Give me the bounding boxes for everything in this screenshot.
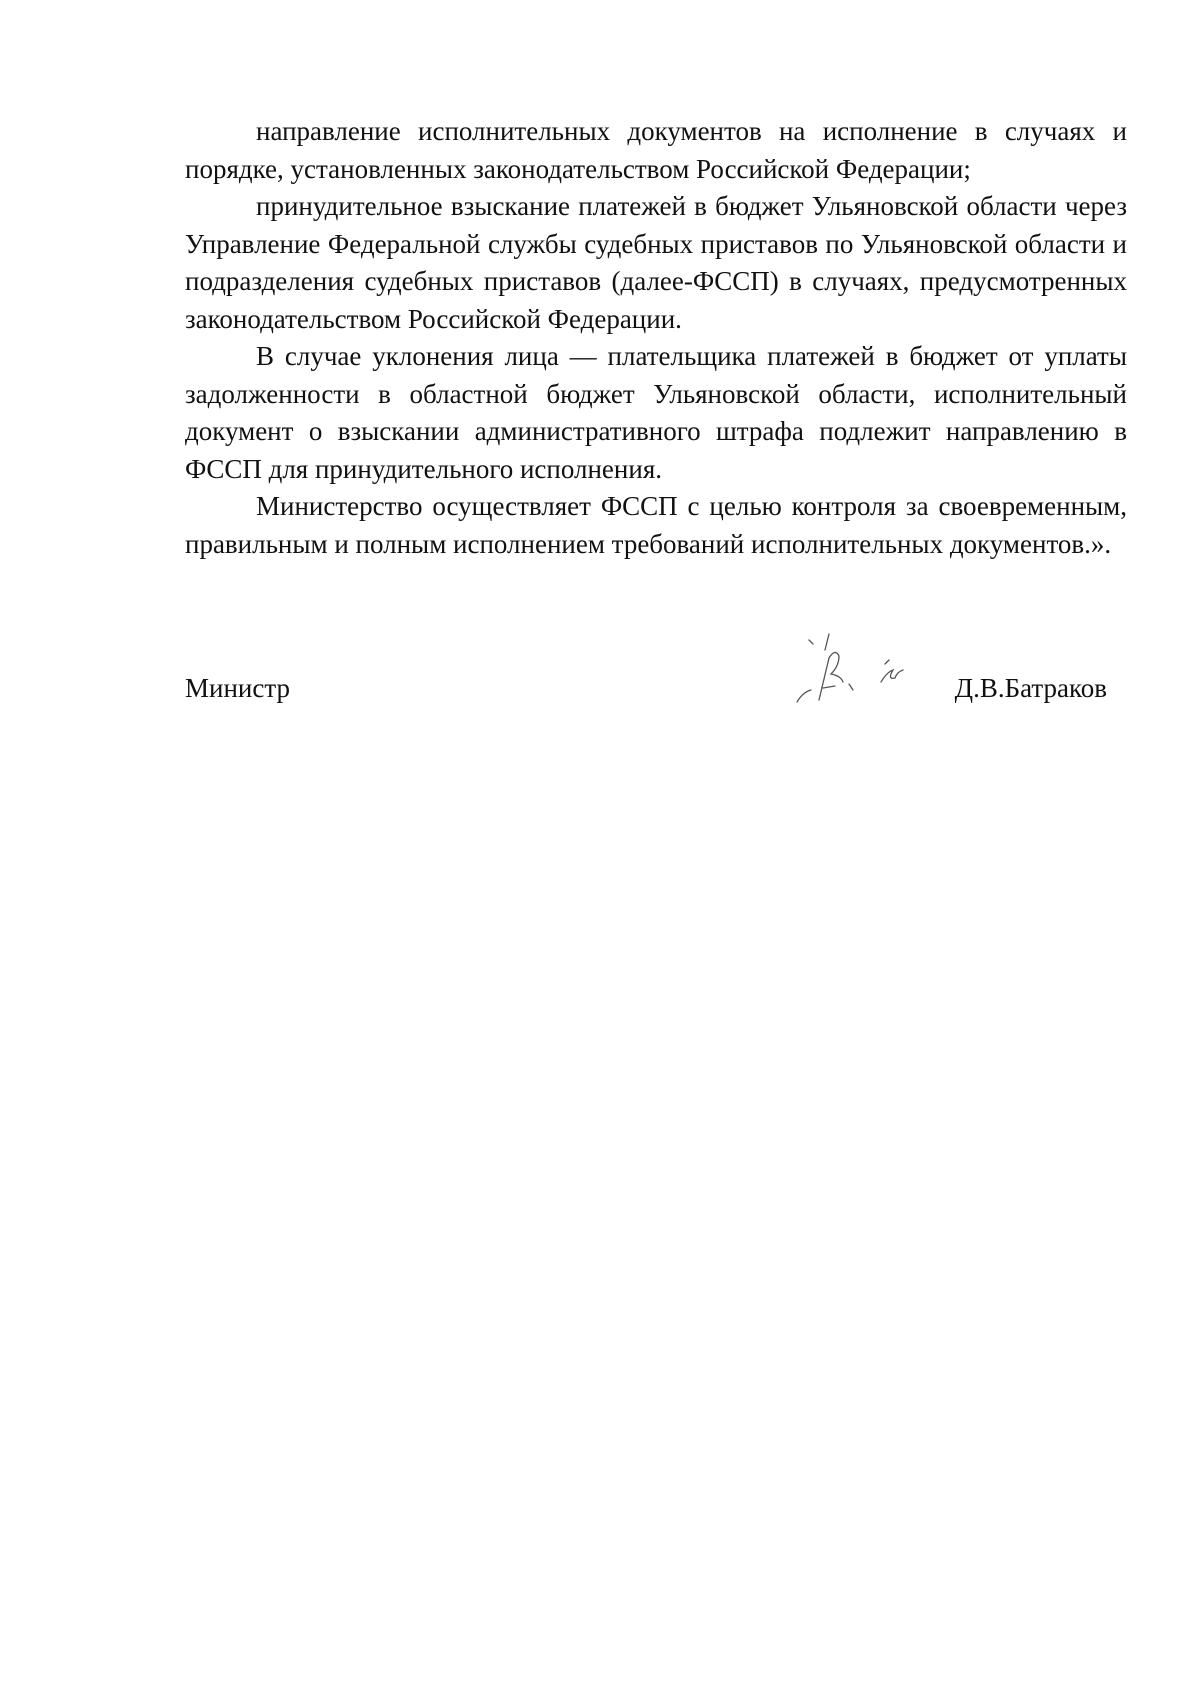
paragraph-2: принудительное взыскание платежей в бюджет Ульяновской области через Управление Федеральной службы судебных приставов по Ульяновской области и подразделения судебных приставов (далее-ФССП) в случаях, предусмотренных законодательством Российской Федерации. (185, 191, 1127, 334)
signer-name: Д.В.Батраков (954, 673, 1107, 703)
paragraph-4: Министерство осуществляет ФССП с целью контроля за своевременным, правильным и полным исполнением требований исполнительных документов.». (185, 491, 1127, 559)
handwritten-signature (789, 630, 929, 720)
paragraph-1: направление исполнительных документов на исполнение в случаях и порядке, установленных законодательством Российской Федерации; (185, 116, 1127, 184)
signer-title: Министр (185, 673, 290, 703)
paragraph-3: В случае уклонения лица — плательщика платежей в бюджет от уплаты задолженности в областной бюджет Ульяновской области, исполнительный документ о взыскании административного штрафа подлежит направлению в ФССП для принудительного исполнения. (185, 341, 1127, 484)
signature-block (185, 655, 1127, 715)
document-body (185, 113, 1127, 563)
